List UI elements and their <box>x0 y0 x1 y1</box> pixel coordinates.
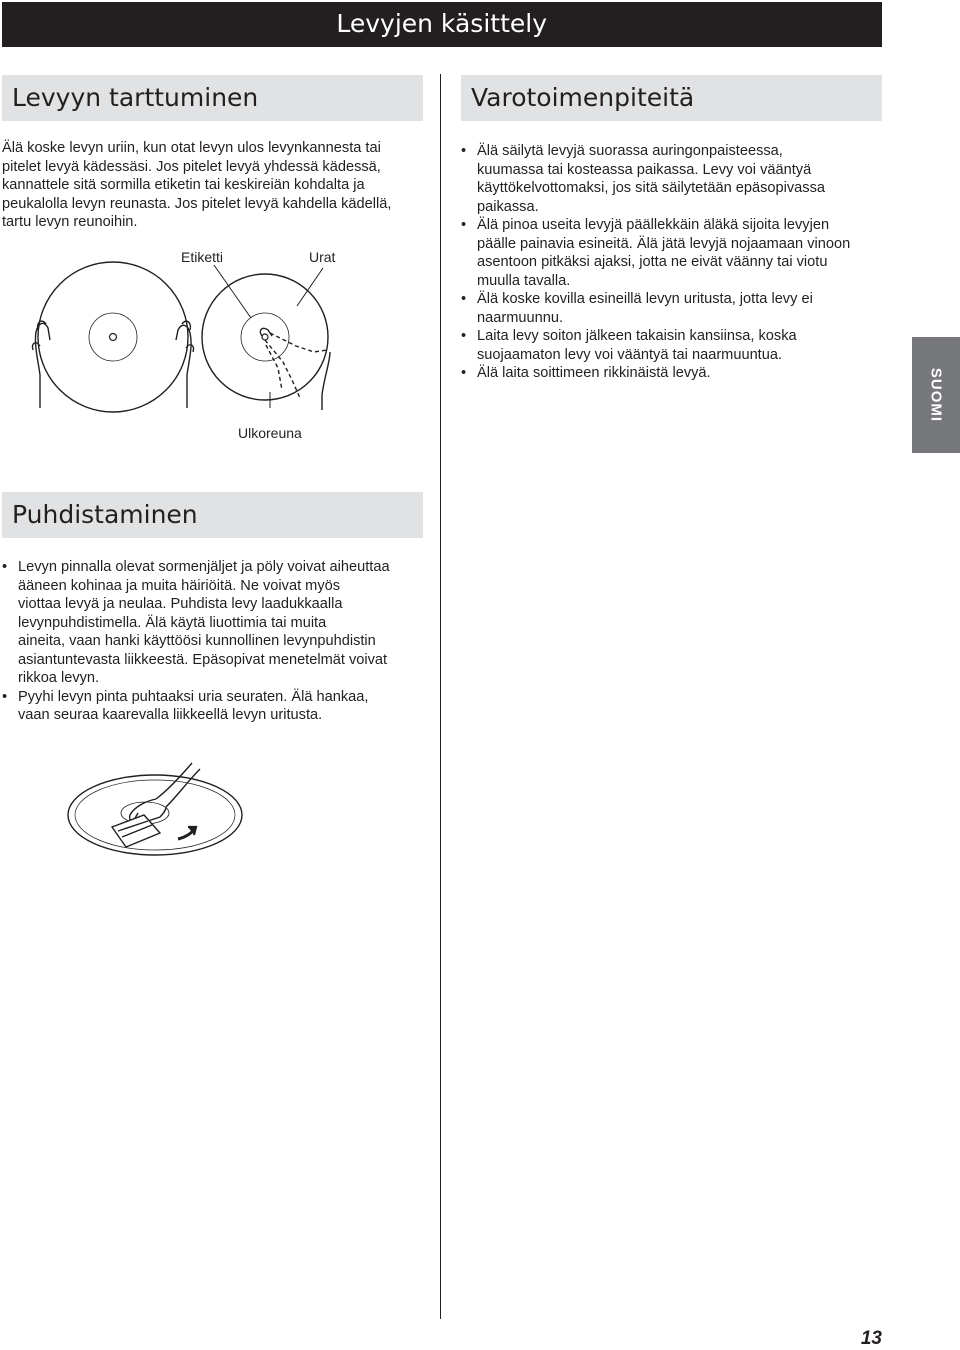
list-item <box>461 364 901 383</box>
bullet: • <box>461 143 467 159</box>
list-item-line: rikkoa levyn. <box>18 670 100 686</box>
list-item-line: ääneen kohinaa ja muita häiriöitä. Ne voivat myös <box>18 577 341 594</box>
list-item-line: Älä säilytä levyjä suorassa auringonpaisteessa, <box>477 143 783 159</box>
list-item-line: kuumassa tai kosteassa paikassa. Levy voi vääntyä <box>477 161 812 178</box>
list-item-line: aineita, vaan hanki käyttöösi kunnollinen levynpuhdistin <box>18 633 376 649</box>
list-item-line: päälle painavia esineitä. Älä jätä levyjä nojaamaan vinoon <box>477 235 851 252</box>
record-handling-illustration <box>0 0 440 460</box>
list-item <box>2 558 432 688</box>
list-item-line: Pyyhi levyn pinta puhtaaksi uria seuraten. Älä hankaa, <box>18 688 369 705</box>
precautions-list <box>461 142 901 383</box>
bullet: • <box>461 328 467 344</box>
record-cleaning-illustration <box>60 755 260 865</box>
list-item-line: Älä koske kovilla esineillä levyn uritusta, jotta levy ei <box>477 291 813 307</box>
list-item <box>461 327 901 364</box>
list-item-line: paikassa. <box>477 198 539 215</box>
list-item-line: Levyn pinnalla olevat sormenjäljet ja pöly voivat aiheuttaa <box>18 559 390 575</box>
language-tab <box>912 337 960 453</box>
list-item-line: viottaa levyä ja neulaa. Puhdista levy laadukkaalla <box>18 596 343 612</box>
list-item-line: asentoon pitkäksi ajaksi, jotta ne eivät väänny tai viotu <box>477 254 828 270</box>
label-ulkoreuna: Ulkoreuna <box>238 425 302 441</box>
page-title: Levyjen käsittely <box>336 9 547 38</box>
bullet: • <box>461 217 467 233</box>
list-item <box>2 688 432 725</box>
intro-line: peukalolla levyn reunasta. Jos pitelet levyä kahdella kädellä, <box>2 195 392 212</box>
section-heading-handling: Levyyn tarttuminen <box>2 75 423 121</box>
bullet: • <box>461 291 467 307</box>
intro-line: Älä koske levyn uriin, kun otat levyn ulos levynkannesta tai <box>2 140 381 156</box>
page-number: 13 <box>860 1328 882 1349</box>
bullet: • <box>461 365 467 381</box>
label-urat: Urat <box>309 249 336 265</box>
list-item-line: levynpuhdistimella. Älä käytä liuottimia tai muita <box>18 614 327 631</box>
list-item-line: vaan seuraa kaarevalla liikkeellä levyn uritusta. <box>18 707 323 723</box>
cleaning-list <box>2 558 432 725</box>
language-tab-label: SUOMI <box>927 367 945 423</box>
intro-line: kannattele sitä sormilla etiketin tai keskireiän kohdalta ja <box>2 177 365 193</box>
list-item-line: suojaamaton levy voi vääntyä tai naarmuuntua. <box>477 346 783 363</box>
section-heading-precautions: Varotoimenpiteitä <box>461 75 882 121</box>
intro-line: pitelet levyä kädessäsi. Jos pitelet levyä yhdessä kädessä, <box>2 158 381 175</box>
list-item-line: Älä laita soittimeen rikkinäistä levyä. <box>477 365 711 381</box>
intro-line: tartu levyn reunoihin. <box>2 214 138 230</box>
list-item-line: muulla tavalla. <box>477 272 571 289</box>
list-item <box>461 216 901 290</box>
column-divider <box>440 74 441 1319</box>
list-item-line: asiantuntevasta liikkeestä. Epäsopivat menetelmät voivat <box>18 651 388 668</box>
bullet: • <box>2 688 8 705</box>
list-item-line: Laita levy soiton jälkeen takaisin kansiinsa, koska <box>477 328 797 344</box>
list-item <box>461 290 901 327</box>
list-item-line: Älä pinoa useita levyjä päällekkäin äläkä sijoita levyjen <box>477 217 830 233</box>
label-etiketti: Etiketti <box>181 249 224 265</box>
section-heading-cleaning: Puhdistaminen <box>2 492 423 538</box>
list-item <box>461 142 901 216</box>
bullet: • <box>2 559 8 575</box>
list-item-line: naarmuunnu. <box>477 309 564 326</box>
list-item-line: käyttökelvottomaksi, jos sitä säilytetään epäsopivassa <box>477 180 825 196</box>
